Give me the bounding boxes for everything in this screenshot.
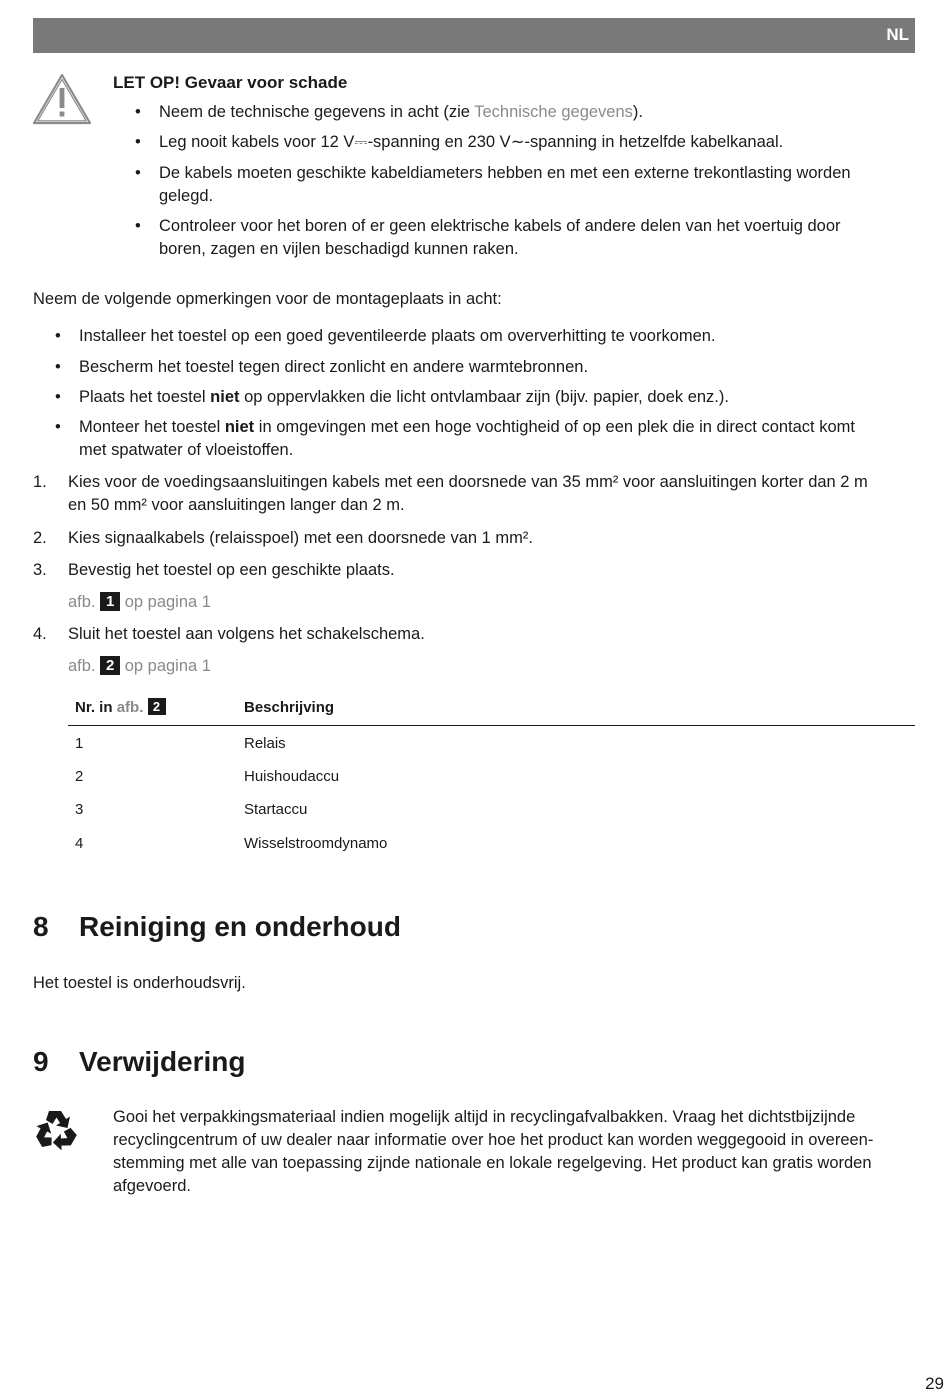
figure-reference[interactable]: afb. 1 op pagina 1	[68, 593, 211, 611]
section-8-text: Het toestel is onderhoudsvrij.	[33, 974, 246, 992]
header-bar	[33, 18, 915, 53]
table-header-nr: Nr. in afb. 2	[75, 696, 166, 719]
list-item: • Plaats het toestel niet op oppervlakken die licht ontvlambaar zijn (bijv. papier, doek enz.).	[55, 388, 729, 406]
ac-symbol: ∼	[510, 133, 525, 151]
step-text: Kies voor de voedingsaansluitingen kabels met een doorsnede van 35 mm² voor aansluitingen korter dan 2 m	[68, 473, 868, 491]
recycling-icon	[32, 1107, 80, 1153]
technical-data-link[interactable]: Technische gegevens	[474, 103, 633, 121]
figure-reference[interactable]: afb. 2 op pagina 1	[68, 657, 211, 675]
step-number: 3.	[33, 561, 47, 579]
section-8-number: 8	[33, 911, 49, 942]
step-text: Bevestig het toestel op een geschikte plaats.	[68, 561, 395, 579]
figure-number-badge: 1	[100, 592, 120, 611]
step-number: 4.	[33, 625, 47, 643]
figure-number-badge: 2	[100, 656, 120, 675]
table-header-description: Beschrijving	[244, 699, 335, 716]
warning-title: LET OP! Gevaar voor schade	[113, 73, 348, 92]
dc-symbol: ⎓	[354, 133, 368, 151]
list-item: • Monteer het toestel niet in omgevingen met een hoge vochtigheid of op een plek die in direct contact komt met spatwater of vloeistoffen.	[55, 418, 855, 459]
section-8-title: Reiniging en onderhoud	[79, 911, 401, 942]
step-number: 2.	[33, 529, 47, 547]
section-9-title: Verwijdering	[79, 1046, 246, 1077]
list-item: • Neem de technische gegevens in acht (zie Technische gegevens).	[135, 103, 644, 121]
step-number: 1.	[33, 473, 47, 491]
language-label: NL	[886, 25, 909, 44]
step-text: Kies signaalkabels (relaisspoel) met een doorsnede van 1 mm².	[68, 529, 533, 547]
list-item: • Installeer het toestel op een goed geventileerde plaats om oververhitting te voorkomen.	[55, 327, 716, 345]
list-item: • Leg nooit kabels voor 12 V⎓-spanning en 230 V∼-spanning in hetzelfde kabelkanaal.	[135, 133, 784, 151]
list-item: • Controleer voor het boren of er geen elektrische kabels of andere delen van het voertuig door boren, zagen en vijlen beschadigd kunnen raken.	[135, 217, 841, 258]
mounting-intro: Neem de volgende opmerkingen voor de montageplaats in acht:	[33, 290, 502, 308]
step-text: Sluit het toestel aan volgens het schakelschema.	[68, 625, 425, 643]
section-9-number: 9	[33, 1046, 49, 1077]
list-item: • Bescherm het toestel tegen direct zonlicht en andere warmtebronnen.	[55, 358, 589, 376]
list-item: • De kabels moeten geschikte kabeldiameters hebben en met een externe trekontlasting worden gelegd.	[135, 164, 851, 205]
page-number: 29	[925, 1374, 944, 1393]
figure-number-badge: 2	[148, 698, 166, 715]
table-header-rule	[68, 725, 915, 726]
warning-triangle-icon	[31, 72, 93, 126]
step-text: en 50 mm² voor aansluitingen langer dan 2 m.	[68, 496, 405, 514]
